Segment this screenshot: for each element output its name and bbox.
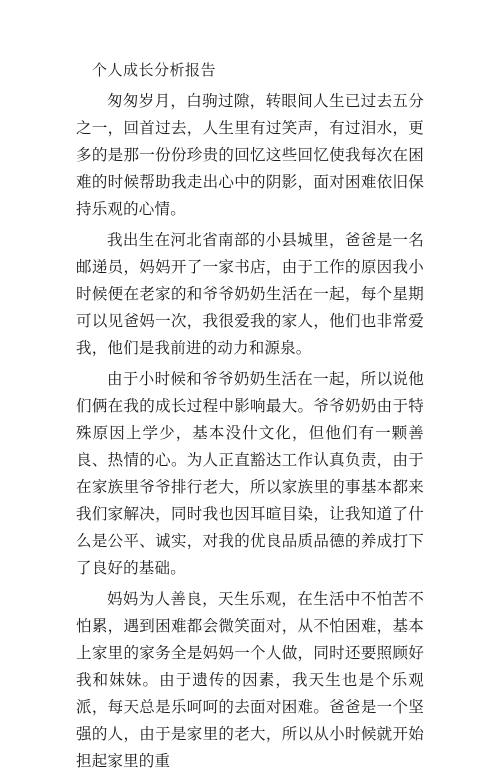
document-title: 个人成长分析报告 xyxy=(92,61,217,79)
paragraph-grandparents: 由于小时候和爷爷奶奶生活在一起，所以说他们俩在我的成长过程中影响最大。爷爷奶奶由于特殊原因上学少，基本没什文化，但他们有一颗善良、热情的心。为人正直豁达工作认真负责，由于在家族里爷爷排行老大，所以家族里的事基本都来我们家解决，同时我也因耳暄目染，让我知道了什么是公平、诚实，对我的优良品质品德的养成打下了良好的基础。 xyxy=(76,370,424,577)
paragraph-intro: 匆匆岁月，白驹过隙，转眼间人生已过去五分之一，回首过去，人生里有过笑声，有过泪水，更多的是那一份份珍贵的回忆这些回忆使我每次在困难的时候帮助我走出心中的阴影，面对困难依旧保持乐观的心情。 xyxy=(76,92,424,218)
paragraph-parents: 妈妈为人善良，天生乐观，在生活中不怕苦不怕累，遇到困难都会微笑面对，从不怕困难，基本上家里的家务全是妈妈一个人做，同时还要照顾好我和妹妹。由于遗传的因素，我天生也是个乐观派，每天总是乐呵呵的去面对困难。爸爸是一个坚强的人，由于是家里的老大，所以从小时候就开始担起家里的重 xyxy=(76,590,424,770)
paragraph-birthplace: 我出生在河北省南部的小县城里，爸爸是一名邮递员，妈妈开了一家书店，由于工作的原因我小时候便在老家的和爷爷奶奶生活在一起，每个星期可以见爸妈一次，我很爱我的家人，他们也非常爱我，他们是我前进的动力和源泉。 xyxy=(76,231,424,357)
